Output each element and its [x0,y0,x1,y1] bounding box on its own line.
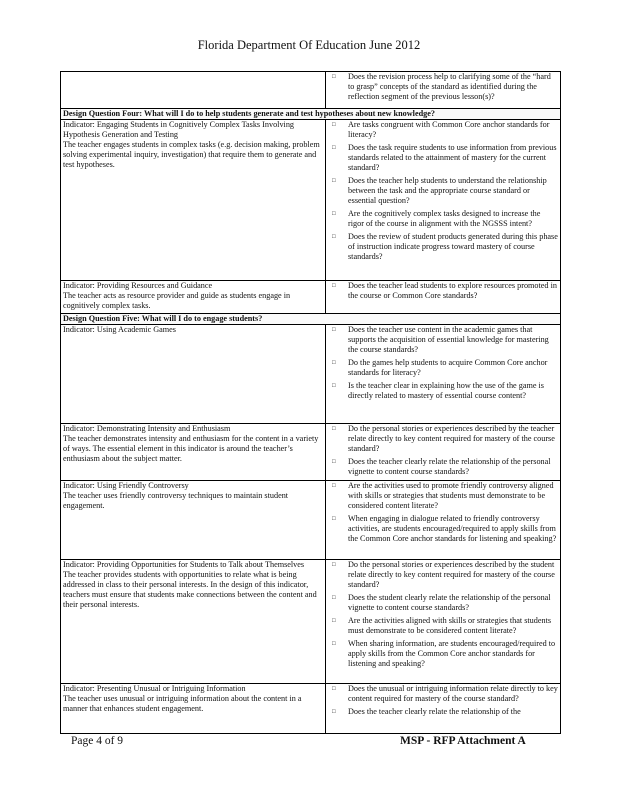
question-cell [326,325,561,424]
attachment-label: MSP - RFP Attachment A [400,735,526,747]
indicator-title: Indicator: Providing Resources and Guidance [63,281,213,290]
list-item: □ Does the revision process help to clarifying some of the “hard to grasp” concepts of the standard as identified during the reflection segment of the previous lesson(s)? [328,72,558,102]
indicator-title: Indicator: Demonstrating Intensity and Enthusiasm [63,424,231,433]
table-row [61,560,561,684]
indicator-cell [61,424,326,481]
list-item: □ Are the activities used to promote friendly controversy aligned with skills or strategies that students must demonstrate to be considered content literate? [328,481,558,511]
question-list [328,325,558,401]
list-item: □ Do the personal stories or experiences described by the teacher relate directly to key content required for mastery of the course standard? [328,424,558,454]
list-item: □ Does the teacher clearly relate the relationship of the [328,707,558,717]
indicator-title: Indicator: Presenting Unusual or Intriguing Information [63,684,246,693]
table-row [61,325,561,424]
indicator-cell [61,684,326,734]
list-item: □ Do the personal stories or experiences described by the student relate directly to key content required for mastery of the course standard? [328,560,558,590]
list-item: □ Does the teacher clearly relate the relationship of the personal vignette to content course standards? [328,457,558,477]
list-item: □ Are the cognitively complex tasks designed to increase the rigor of the course in alignment with the NGSSS intent? [328,209,558,229]
table-row [61,72,561,109]
indicator-cell [61,481,326,560]
design-question-row [61,109,561,120]
question-cell [326,560,561,684]
table-row [61,481,561,560]
design-question-five: Design Question Five: What will I do to engage students? [61,314,561,325]
question-list [328,560,558,669]
design-question-row [61,314,561,325]
question-cell [326,281,561,314]
list-item: □ Is the teacher clear in explaining how the use of the game is directly related to mastery of essential course content? [328,381,558,401]
indicator-description: The teacher uses friendly controversy techniques to maintain student engagement. [63,491,289,510]
table-row [61,684,561,734]
list-item: □ Does the teacher lead students to explore resources promoted in the course or Common Core standards? [328,281,558,301]
list-item: □ Does the review of student products generated during this phase of instruction indicate progress toward mastery of course standards? [328,232,558,262]
indicator-cell [61,72,326,109]
rubric-table [60,71,561,734]
indicator-title: Indicator: Using Academic Games [63,325,176,334]
page-number: Page 4 of 9 [71,735,124,747]
list-item: □ Are tasks congruent with Common Core anchor standards for literacy? [328,120,558,140]
indicator-description: The teacher uses unusual or intriguing information about the content in a manner that enhances student engagement. [63,694,302,713]
list-item: □ When engaging in dialogue related to friendly controversy activities, are students encouraged/required to apply skills from the Common Core anchor standards for listening and speaking? [328,514,558,544]
table-row [61,424,561,481]
list-item: □ Are the activities aligned with skills or strategies that students must demonstrate to be considered content literate? [328,616,558,636]
question-list [328,684,558,717]
page-header: Florida Department Of Education June 2012 [197,38,421,52]
table-row [61,120,561,281]
indicator-cell [61,120,326,281]
list-item: □ Do the games help students to acquire Common Core anchor standards for literacy? [328,358,558,378]
list-item: □ Does the student clearly relate the relationship of the personal vignette to content course standards? [328,593,558,613]
question-list [328,424,558,477]
list-item: □ Does the task require students to use information from previous standards related to the attainment of mastery for the current standard? [328,143,558,173]
indicator-description: The teacher engages students in complex tasks (e.g. decision making, problem solving experimental inquiry, investigation) that require them to generate and test hypotheses. [63,140,320,169]
question-cell [326,684,561,734]
question-cell [326,72,561,109]
indicator-cell [61,325,326,424]
indicator-title: Indicator: Providing Opportunities for Students to Talk about Themselves [63,560,305,569]
indicator-cell [61,281,326,314]
indicator-description: The teacher acts as resource provider and guide as students engage in cognitively complex tasks. [63,291,291,310]
question-cell [326,424,561,481]
indicator-description: The teacher provides students with opportunities to relate what is being addressed in class to their personal interests. In the design of this indicator, teachers must ensure that students make connections between the content and their personal interests. [63,570,317,609]
table-row [61,281,561,314]
question-list [328,120,558,262]
indicator-title: Indicator: Using Friendly Controversy [63,481,189,490]
question-list [328,481,558,544]
question-list [328,281,558,301]
list-item: □ Does the teacher use content in the academic games that supports the acquisition of essential knowledge for mastering the course standards? [328,325,558,355]
indicator-title: Indicator: Engaging Students in Cognitively Complex Tasks Involving Hypothesis Generation and Testing [63,120,295,139]
question-cell [326,120,561,281]
list-item: □ When sharing information, are students encouraged/required to apply skills from the Common Core anchor standards for listening and speaking? [328,639,558,669]
question-cell [326,481,561,560]
list-item: □ Does the teacher help students to understand the relationship between the task and the appropriate course standard or essential question? [328,176,558,206]
question-list [328,72,558,102]
design-question-four: Design Question Four: What will I do to help students generate and test hypotheses about new knowledge? [61,109,561,120]
list-item: □ Does the unusual or intriguing information relate directly to key content required for mastery of the course standard? [328,684,558,704]
indicator-description: The teacher demonstrates intensity and enthusiasm for the content in a variety of ways. The essential element in this indicator is around the teacher’s enthusiasm about the subject matter. [63,434,319,463]
indicator-cell [61,560,326,684]
